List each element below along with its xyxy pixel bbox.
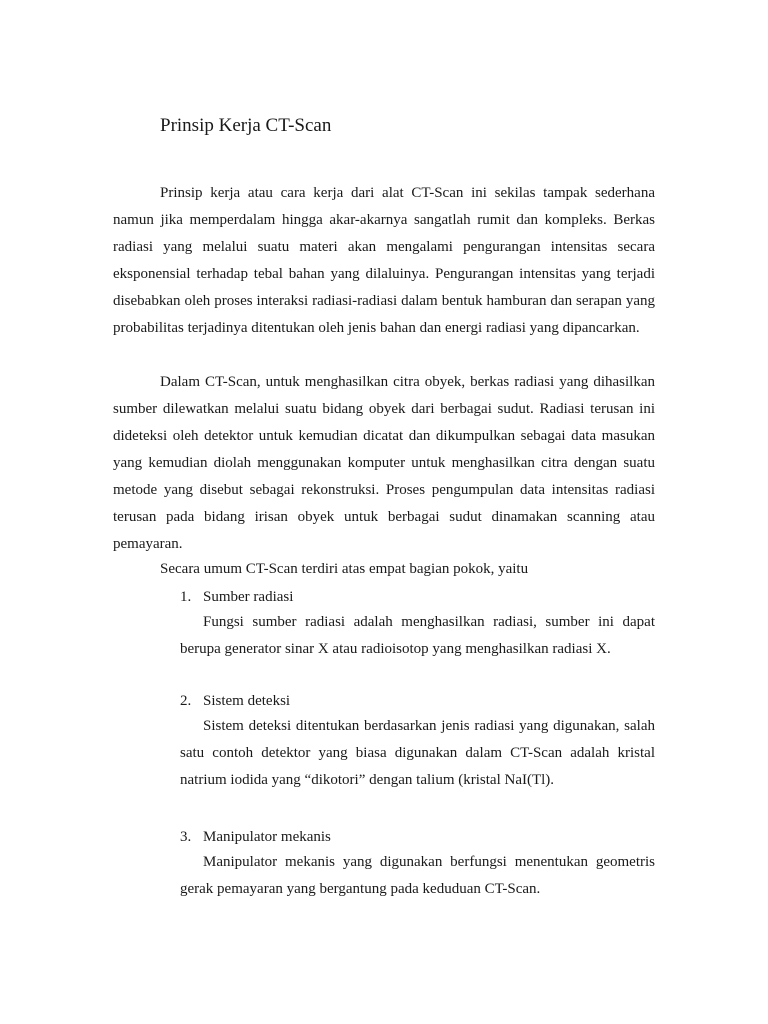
list-item-number: 3. — [180, 829, 192, 845]
list-item — [180, 825, 655, 903]
body-paragraph-1: Prinsip kerja atau cara kerja dari alat CT-Scan ini sekilas tampak sederhana namun jika memperdalam hingga akar-akarnya sangatlah rumit dan kompleks. Berkas radiasi yang melalui suatu materi akan mengalami pengurangan intensitas secara eksponensial terhadap tebal bahan yang dilaluinya. Pengurangan intensitas yang terjadi disebabkan oleh proses interaksi radiasi-radiasi dalam bentuk hamburan dan serapan yang probabilitas terjadinya ditentukan oleh jenis bahan dan energi radiasi yang dipancarkan. — [113, 185, 655, 336]
list-item-body: Fungsi sumber radiasi adalah menghasilkan radiasi, sumber ini dapat berupa generator sinar X atau radioisotop yang menghasilkan radiasi X. — [180, 614, 655, 657]
list-item-title: Manipulator mekanis — [203, 829, 331, 845]
list-item — [180, 689, 655, 794]
list-item-body: Sistem deteksi ditentukan berdasarkan jenis radiasi yang digunakan, salah satu contoh detektor yang biasa digunakan dalam CT-Scan adalah kristal natrium iodida yang “dikotori” dengan talium (kristal NaI(Tl). — [180, 718, 655, 788]
list-item-body: Manipulator mekanis yang digunakan berfungsi menentukan geometris gerak pemayaran yang bergantung pada keduduan CT-Scan. — [180, 854, 655, 897]
list-item-number: 1. — [180, 589, 192, 605]
list-item-heading — [180, 585, 655, 609]
list-item-number: 2. — [180, 693, 192, 709]
body-paragraph-2: Dalam CT-Scan, untuk menghasilkan citra obyek, berkas radiasi yang dihasilkan sumber dilewatkan melalui suatu bidang obyek dari berbagai sudut. Radiasi terusan ini dideteksi oleh detektor untuk kemudian dicatat dan dikumpulkan sebagai data masukan yang kemudian diolah menggunakan komputer untuk menghasilkan citra dengan suatu metode yang disebut sebagai rekonstruksi. Proses pengumpulan data intensitas radiasi terusan pada bidang irisan obyek untuk berbagai sudut dinamakan scanning atau pemayaran. — [113, 374, 655, 552]
page-title: Prinsip Kerja CT-Scan — [160, 115, 332, 136]
list-intro: Secara umum CT-Scan terdiri atas empat bagian pokok, yaitu — [160, 561, 529, 577]
list-item — [180, 585, 655, 663]
list-item-title: Sistem deteksi — [203, 693, 291, 709]
list-item-heading — [180, 825, 655, 849]
list-item-heading — [180, 689, 655, 713]
list-item-title: Sumber radiasi — [203, 589, 294, 605]
